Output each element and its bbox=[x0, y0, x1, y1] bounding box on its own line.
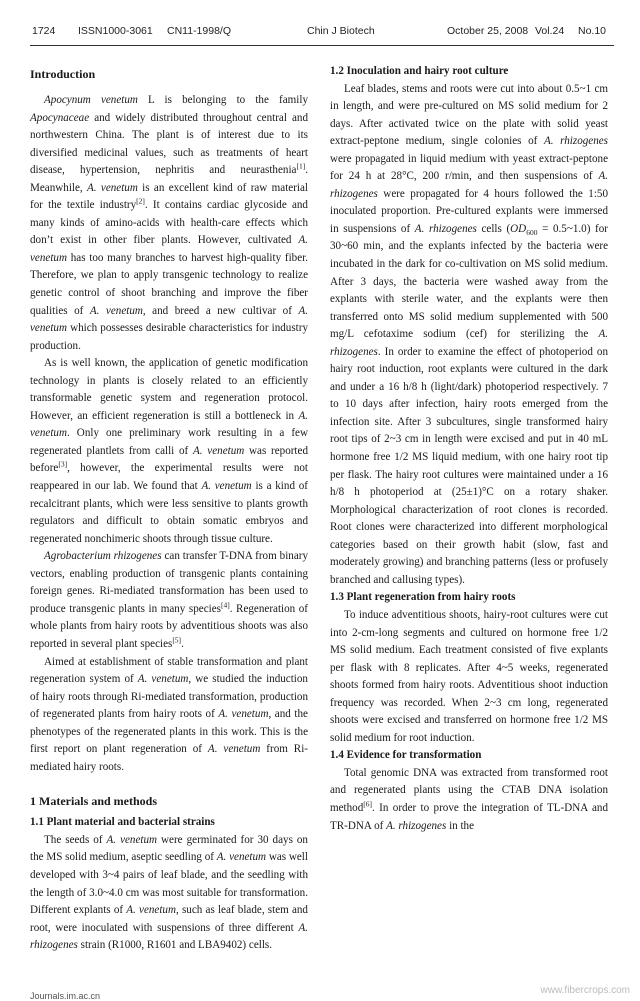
page-number: 1724 bbox=[32, 25, 56, 37]
introduction-heading: Introduction bbox=[30, 67, 96, 81]
intro-paragraph-2: As is well known, the application of genetic modification technology in plants is closely related to an efficiently transformable genetic system and regeneration protocol. However, an efficient regeneration is still a bottleneck in A. venetum. Only one preliminary work resulting in a few regenerated plantlets from calli of A. venetum was reported before[3], however, the experimental results were not reappeared in our lab. We found that A. venetum is a kind of recalcitrant plants, which were less sensitive to plants growth regulators and difficult to obtain somatic embryos and regenerated nonchimeric shoots through tissue culture. bbox=[30, 357, 308, 545]
right-column bbox=[330, 63, 608, 835]
volume: Vol.24 bbox=[535, 25, 565, 37]
running-header bbox=[32, 25, 612, 43]
watermark: www.fibercrops.com bbox=[540, 985, 630, 996]
citation-2: [2] bbox=[136, 196, 145, 206]
citation-4: [4] bbox=[220, 600, 230, 610]
section-1-1-paragraph: The seeds of A. venetum were germinated for 30 days on the MS solid medium, aseptic seedling of A. venetum was well developed with 3~4 pairs of leaf blade, and the seedling with the length of 3.0~4.0 cm was most suitable for transformation. Different explants of A. venetum, such as leaf blade, stem and root, were inoculated with suspensions of three different A. rhizogenes strain (R1000, R1601 and LBA9402) cells. bbox=[30, 833, 308, 952]
header-rule bbox=[30, 45, 614, 46]
intro-paragraph-4: Aimed at establishment of stable transformation and plant regeneration system of A. venetum, we studied the induction of hairy roots through Ri-mediated transformation, production of regenerated plants from hairy roots of A. venetum, and the phenotypes of the regenerated plants in this work. This is the first report on plant regeneration of A. venetum from Ri-mediated hairy roots. bbox=[30, 655, 308, 773]
section-1-3-heading: 1.3 Plant regeneration from hairy roots bbox=[330, 591, 516, 604]
issue: No.10 bbox=[578, 25, 607, 37]
journal-name: Chin J Biotech bbox=[307, 25, 375, 37]
materials-methods-heading: 1 Materials and methods bbox=[30, 794, 157, 809]
section-1-4-paragraph: Total genomic DNA was extracted from transformed root and regenerated plants using the CTAB DNA isolation method[6]. In order to prove the integration of TL-DNA and TR-DNA of A. rhizogenes in the bbox=[330, 766, 608, 832]
cn-number: CN11-1998/Q bbox=[167, 25, 232, 37]
citation-1: [1] bbox=[296, 161, 306, 171]
citation-5: [5] bbox=[172, 635, 182, 645]
left-column bbox=[30, 60, 308, 955]
section-1-2-heading: 1.2 Inoculation and hairy root culture bbox=[330, 65, 509, 77]
issn: ISSN1000-3061 bbox=[78, 25, 153, 37]
intro-paragraph-3: Agrobacterium rhizogenes can transfer T-DNA from binary vectors, enabling production of transgenic plants containing foreign genes. Ri-mediated transformation has been used to produce transgenic plants in many species[4]. Regeneration of whole plants from hairy roots by adventitious shoots was also reported in several plant species[5]. bbox=[30, 550, 309, 650]
citation-6: [6] bbox=[363, 799, 373, 809]
section-1-2-paragraph: Leaf blades, stems and roots were cut into about 0.5~1 cm in length, and were pre-cultured on MS solid medium for 2 days. After activated twice on the plate with solid yeast extract-peptone medium, single colonies of A. rhizogenes were propagated in liquid medium with yeast extract-peptone for 24 h at 28°C, 200 r/min, and then suspensions of A. rhizogenes were propagated for 4 hours followed the 1:50 inoculated proportion. Pre-cultured explants were immersed in suspensions of A. rhizogenes cells ($OD_{600}$ = 0.5~1.0) for 30~60 min, and the explants infected by the bacteria were incubated in the dark for co-cultivation on MS solid medium. After 3 days, the bacteria were washed away from the explants with sterile water, and the explants were then transferred onto MS solid medium supplemented with 500 mg/L cefotaxime sodium (cef) for sterilizing the A. rhizogenes. In order to examine the effect of photoperiod on hairy root induction, root explants were cultured in the dark and under a 16 h/8 h (light/dark) photoperiod respectively. 7 to 10 days after infection, hairy roots emerged from the infection site. After 3 subcultures, single transformed hairy root tips of 2~3 cm in length were excised and put in 40 mL hormone free 1/2 MS liquid medium, with one hairy root tip per flask. The hairy root cultures were maintained under a 16 h/8 h photoperiod at (25±1)°C on a rotary shaker. Morphological characterization of root clones is recorded. Root clones were characterized into different morphological categories based on their growth habit (slow, fast and moderately growing) and branching patterns (less or profusely branched and callusing types). bbox=[330, 82, 608, 586]
section-1-1-heading: 1.1 Plant material and bacterial strains bbox=[30, 816, 215, 829]
section-1-4-heading: 1.4 Evidence for transformation bbox=[330, 749, 482, 762]
footer-url: Journals.im.ac.cn bbox=[30, 991, 101, 1001]
section-1-3-paragraph: To induce adventitious shoots, hairy-root cultures were cut into 2-cm-long segments and cultured on hormone free 1/2 MS solid medium. Each treatment consisted of five explants per flask with 8 replicates. After 4~5 weeks, regenerated shoots formed from hairy roots. Adventitious shoot induction frequency was recorded. When 2~3 cm long, regenerated shoots were excised and transferred on hormone free 1/2 MS solid medium for root induction. bbox=[330, 608, 608, 744]
citation-3: [3] bbox=[58, 459, 68, 469]
issue-date: October 25, 2008 bbox=[447, 25, 529, 37]
intro-paragraph-1: Apocynum venetum L is belonging to the family Apocynaceae and widely distributed throughout central and northwestern China. The plant is of interest due to its diversified medicinal values, such as treatments of heart disease, hypertension, nephritis and neurasthenia[1]. Meanwhile, A. venetum is an excellent kind of raw material for the textile industry[2]. It contains cardiac glycoside and many kinds of amino-acids with health-care effects which don’t exist in other fiber plants. However, cultivated A. venetum has too many branches to harvest high-quality fiber. Therefore, we plan to apply transgenic technology to realize genetic control of shoot branching and improve the fiber qualities of A. venetum, and breed a new cultivar of A. venetum which possesses desirable characteristics for industry production. bbox=[30, 94, 308, 352]
